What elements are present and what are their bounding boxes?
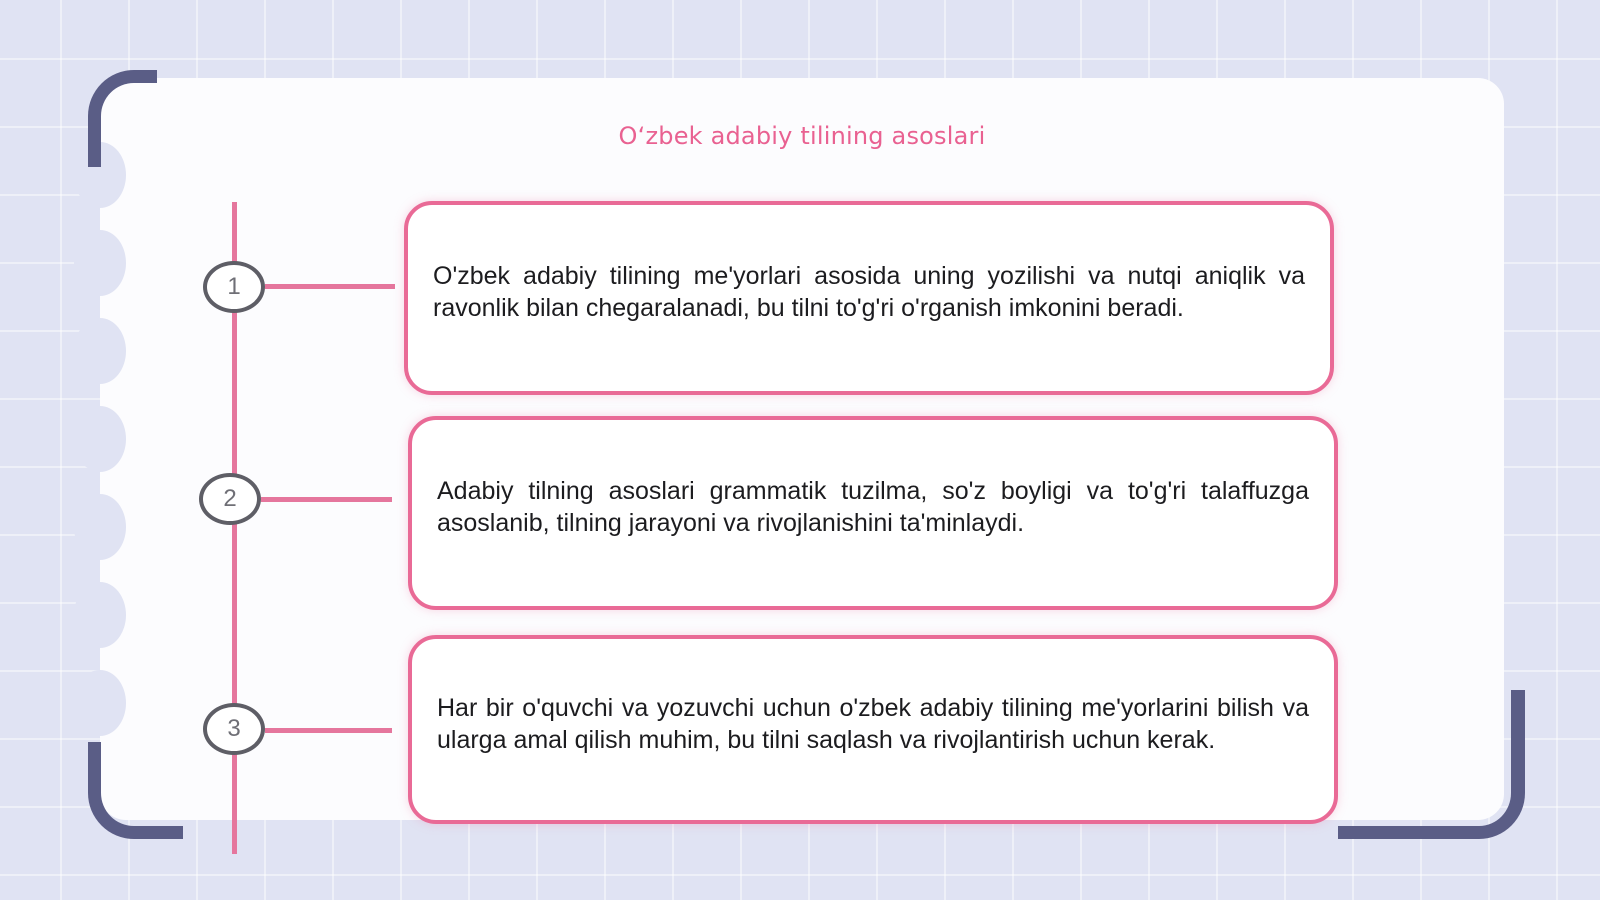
timeline-connector-1: [265, 284, 395, 289]
slide-title: O‘zbek adabiy tilining asoslari: [618, 122, 986, 150]
timeline-marker-2: 2: [199, 473, 261, 525]
corner-bracket-bottom-right: [1338, 690, 1525, 839]
timeline-card-1: [404, 201, 1334, 395]
paper-notch: [74, 582, 126, 648]
paper-notch: [74, 318, 126, 384]
timeline-marker-3: 3: [203, 703, 265, 755]
paper-notch: [74, 670, 126, 736]
paper-notch: [74, 230, 126, 296]
timeline-card-1-text: O'zbek adabiy tilining me'yorlari asosida uning yozilishi va nutqi aniqlik va ravonlik bilan chegaralanadi, bu tilni to'g'ri o'rganish imkonini beradi.: [433, 262, 1305, 322]
timeline-card-3: [408, 635, 1338, 824]
paper-notch: [74, 406, 126, 472]
paper-notch: [74, 494, 126, 560]
timeline-card-3-text: Har bir o'quvchi va yozuvchi uchun o'zbek adabiy tilining me'yorlarini bilish va ularga amal qilish muhim, bu tilni saqlash va rivojlantirish uchun kerak.: [437, 693, 1309, 754]
corner-bracket-top-left: [88, 70, 157, 167]
timeline-connector-2: [261, 497, 392, 502]
timeline-connector-3: [265, 728, 392, 733]
corner-bracket-bottom-left: [88, 742, 183, 839]
timeline-card-2-text: Adabiy tilning asoslari grammatik tuzilma, so'z boyligi va to'g'ri talaffuzga asoslanib, tilning jarayoni va rivojlanishini ta'minlaydi.: [437, 477, 1309, 537]
timeline-card-2: [408, 416, 1338, 610]
timeline-marker-1: 1: [203, 261, 265, 313]
